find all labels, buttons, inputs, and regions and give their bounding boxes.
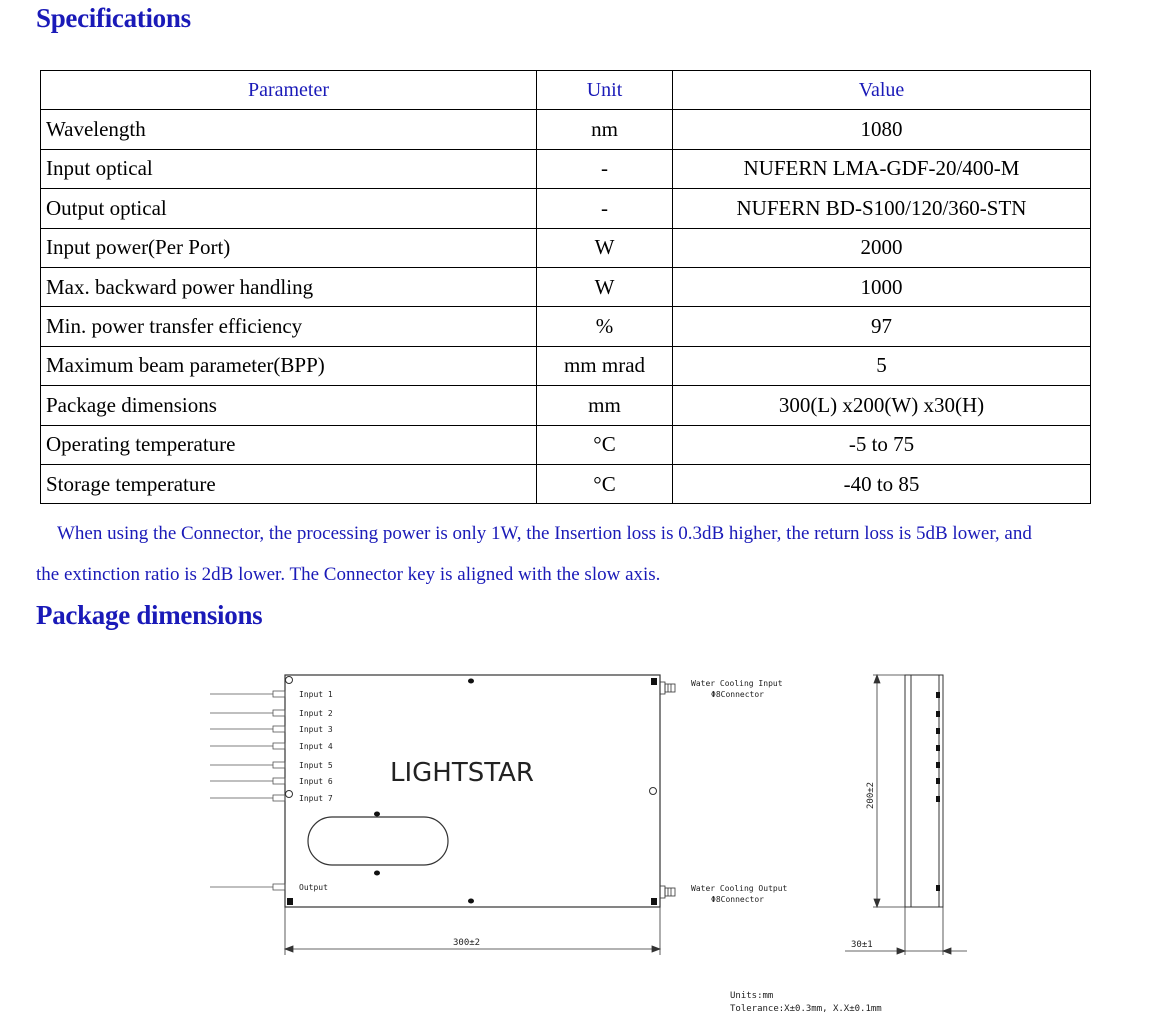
parameter-cell: Wavelength [41, 110, 537, 149]
units-note: Units:mm [730, 991, 774, 1001]
parameter-cell: Maximum beam parameter(BPP) [41, 346, 537, 385]
table-row [41, 267, 1091, 306]
input-label: Input 4 [299, 742, 333, 751]
parameter-cell: Output optical [41, 189, 537, 228]
unit-cell: % [537, 307, 673, 346]
connector-note-line-1: When using the Connector, the processing power is only 1W, the Insertion loss is 0.3dB higher, the return loss is 5dB lower, and [57, 523, 1032, 544]
value-cell: NUFERN BD-S100/120/360-STN [673, 189, 1091, 228]
value-cell: 1080 [673, 110, 1091, 149]
water-cooling-input-connector: Φ8Connector [711, 690, 764, 699]
table-row [41, 307, 1091, 346]
value-cell: NUFERN LMA-GDF-20/400-M [673, 149, 1091, 188]
table-header-row [41, 71, 1091, 110]
header-parameter: Parameter [41, 71, 537, 110]
input-label: Input 2 [299, 709, 333, 718]
value-cell: 1000 [673, 267, 1091, 306]
parameter-cell: Input power(Per Port) [41, 228, 537, 267]
header-value: Value [673, 71, 1091, 110]
width-dimension-label: 200±2 [866, 781, 876, 809]
tolerance-note: Tolerance:X±0.3mm, X.X±0.1mm [730, 1004, 882, 1014]
table-row [41, 110, 1091, 149]
table-row [41, 228, 1091, 267]
value-cell: 5 [673, 346, 1091, 385]
output-label: Output [299, 883, 328, 892]
mount-hole [468, 679, 474, 684]
mount-hole [374, 812, 380, 817]
parameter-cell: Max. backward power handling [41, 267, 537, 306]
corner-mark [651, 898, 657, 905]
unit-cell: mm [537, 386, 673, 425]
water-cooling-input-label: Water Cooling Input [691, 679, 783, 688]
parameter-cell: Operating temperature [41, 425, 537, 464]
table-row [41, 346, 1091, 385]
table-row [41, 464, 1091, 503]
mount-hole [374, 871, 380, 876]
table-row [41, 425, 1091, 464]
header-unit: Unit [537, 71, 673, 110]
unit-cell: - [537, 149, 673, 188]
input-label: Input 1 [299, 690, 333, 699]
corner-mark [651, 678, 657, 685]
unit-cell: °C [537, 425, 673, 464]
water-cooling-output-label: Water Cooling Output [691, 884, 788, 893]
parameter-cell: Storage temperature [41, 464, 537, 503]
unit-cell: W [537, 267, 673, 306]
input-label: Input 3 [299, 725, 333, 734]
parameter-cell: Input optical [41, 149, 537, 188]
water-cooling-output-connector: Φ8Connector [711, 895, 764, 904]
connector-note-line-2: the extinction ratio is 2dB lower. The Connector key is aligned with the slow axis. [36, 564, 661, 585]
specifications-table [40, 70, 1091, 504]
brand-logo-text: LIGHTSTAR [390, 758, 534, 788]
parameter-cell: Min. power transfer efficiency [41, 307, 537, 346]
unit-cell: W [537, 228, 673, 267]
table-row [41, 149, 1091, 188]
unit-cell: mm mrad [537, 346, 673, 385]
unit-cell: °C [537, 464, 673, 503]
value-cell: 300(L) x200(W) x30(H) [673, 386, 1091, 425]
specifications-heading: Specifications [36, 3, 191, 33]
value-cell: 2000 [673, 228, 1091, 267]
table-row [41, 386, 1091, 425]
value-cell: -40 to 85 [673, 464, 1091, 503]
height-dimension-label: 30±1 [851, 940, 873, 950]
length-dimension-label: 300±2 [453, 938, 481, 948]
package-dimension-drawing [205, 655, 975, 1023]
corner-mark [287, 898, 293, 905]
input-label: Input 5 [299, 761, 333, 770]
input-label: Input 7 [299, 794, 333, 803]
mount-hole [468, 899, 474, 904]
value-cell: 97 [673, 307, 1091, 346]
unit-cell: nm [537, 110, 673, 149]
table-row [41, 189, 1091, 228]
parameter-cell: Package dimensions [41, 386, 537, 425]
package-dimensions-heading: Package dimensions [36, 600, 263, 630]
unit-cell: - [537, 189, 673, 228]
value-cell: -5 to 75 [673, 425, 1091, 464]
input-label: Input 6 [299, 777, 333, 786]
